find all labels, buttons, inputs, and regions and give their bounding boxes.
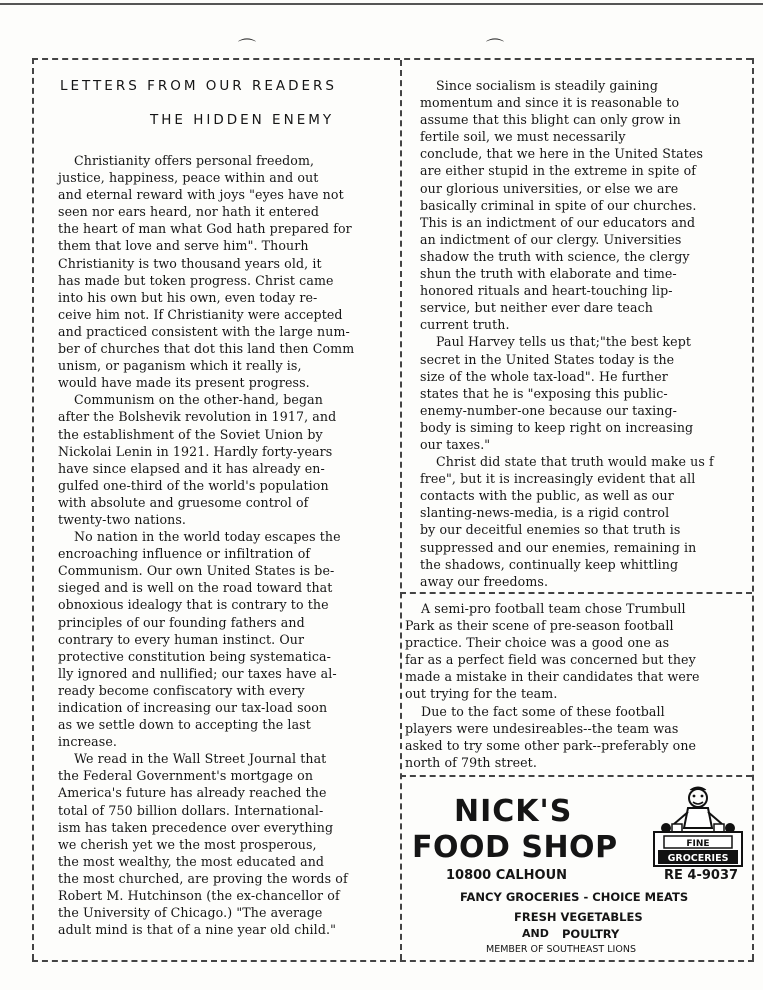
frame-top-border	[32, 58, 752, 60]
ad-tagline: FANCY GROCERIES - CHOICE MEATS	[460, 890, 689, 904]
grocer-cartoon-icon	[650, 784, 746, 868]
ad-separator	[400, 775, 752, 777]
paragraph: Paul Harvey tells us that;"the best kept secret in the United States today is the size of the whole tax-load". He further states that he is "exposing this public- enemy-number-one because our taxing- body is siming to keep right on increasing our taxes."	[420, 334, 694, 452]
ad-vegetables: FRESH VEGETABLES	[514, 910, 643, 924]
ornament-mark-left: ⌒	[238, 38, 256, 59]
ad-poultry: POULTRY	[562, 927, 620, 941]
paragraph: A semi-pro football team chose Trumbull Park as their scene of pre-season football practice. Their choice was a good one as far as a perfect field was concerned but they made a mistake in their candidates that were out trying for the team.	[405, 601, 700, 702]
ad-store-name-line2: FOOD SHOP	[412, 830, 618, 865]
frame-right-border	[752, 58, 754, 960]
paragraph: Christ did state that truth would make us f free", but it is increasingly evident that all contacts with the public, as well as our slanting-news-media, is a rigid control by our deceitful enemies so that truth is suppressed and our enemies, remaining in the shadows, continually keep whittling away our freedoms.	[420, 454, 714, 589]
logo-text-groceries: GROCERIES	[667, 853, 729, 864]
paragraph: Due to the fact some of these football players were undesireables--the team was asked to try some other park--preferably one north of 79th street.	[405, 703, 697, 770]
paragraph: Christianity offers personal freedom, justice, happiness, peace within and out and eternal reward with joys "eyes have not seen nor ears heard, nor hath it entered the heart of man what God hath prepared for them that love and serve him". Thourh Christianity is two thousand years old, it has made but token progress. Christ came into his own but his own, even today re- ceive him not. If Christianity were accepted and practiced consistent with the large num- ber of churches that dot this land then Comm unism, or paganism which it really is, would have made its present progress.	[58, 153, 355, 391]
ad-address: 10800 CALHOUN	[446, 868, 568, 883]
section-heading: LETTERS FROM OUR READERS	[60, 78, 337, 94]
top-rule	[0, 3, 763, 5]
frame-bottom-border	[32, 960, 754, 962]
ad-phone: RE 4-9037	[664, 868, 739, 883]
article-separator	[400, 592, 752, 594]
paragraph: Since socialism is steadily gaining momentum and since it is reasonable to assume that this blight can only grow in fertile soil, we must necessarily conclude, that we here in the United States are either stupid in the extreme in spite of our glorious universities, or else we are basically criminal in spite of our churches. This is an indictment of our educators and an indictment of our clergy. Universities shadow the truth with science, the clergy shun the truth with elaborate and time- honored rituals and heart-touching lip- service, but neither ever dare teach current truth.	[420, 78, 704, 333]
right-column	[420, 77, 750, 590]
article-title: THE HIDDEN ENEMY	[150, 112, 335, 128]
paragraph: We read in the Wall Street Journal that the Federal Government's mortgage on America's future has already reached the total of 750 billion dollars. International- ism has taken precedence over everything we cherish yet we the most prosperous, the most wealthy, the most educated and the most churched, are proving the words of Robert M. Hutchinson (the ex-chancellor of the University of Chicago.) "The average adult mind is that of a nine year old child."	[58, 751, 348, 938]
ad-and: AND	[522, 927, 549, 940]
paragraph: Communism on the other-hand, began after the Bolshevik revolution in 1917, and the establishment of the Soviet Union by Nickolai Lenin in 1921. Hardly forty-years have since elapsed and it has already en- gulfed one-third of the world's population with absolute and gruesome control of twenty-two nations.	[58, 392, 337, 527]
logo-text-fine: FINE	[686, 839, 710, 849]
frame-left-border	[32, 58, 34, 960]
football-article	[405, 600, 750, 771]
ad-member-line: MEMBER OF SOUTHEAST LIONS	[486, 944, 636, 955]
ad-store-name-line1: NICK'S	[454, 794, 573, 829]
left-column	[58, 152, 396, 938]
nicks-food-shop-ad	[402, 782, 752, 958]
ornament-mark-right: ⌒	[486, 38, 504, 59]
paragraph: No nation in the world today escapes the encroaching influence or infiltration of Communism. Our own United States is be- sieged and is well on the road toward that obnoxious idealogy that is contrary to the principles of our founding fathers and contrary to every human instinct. Our protective constitution being systematica- lly ignored and nullified; our taxes have al- ready become confiscatory with every indication of increasing our tax-load soon as we settle down to accepting the last increase.	[58, 529, 341, 750]
